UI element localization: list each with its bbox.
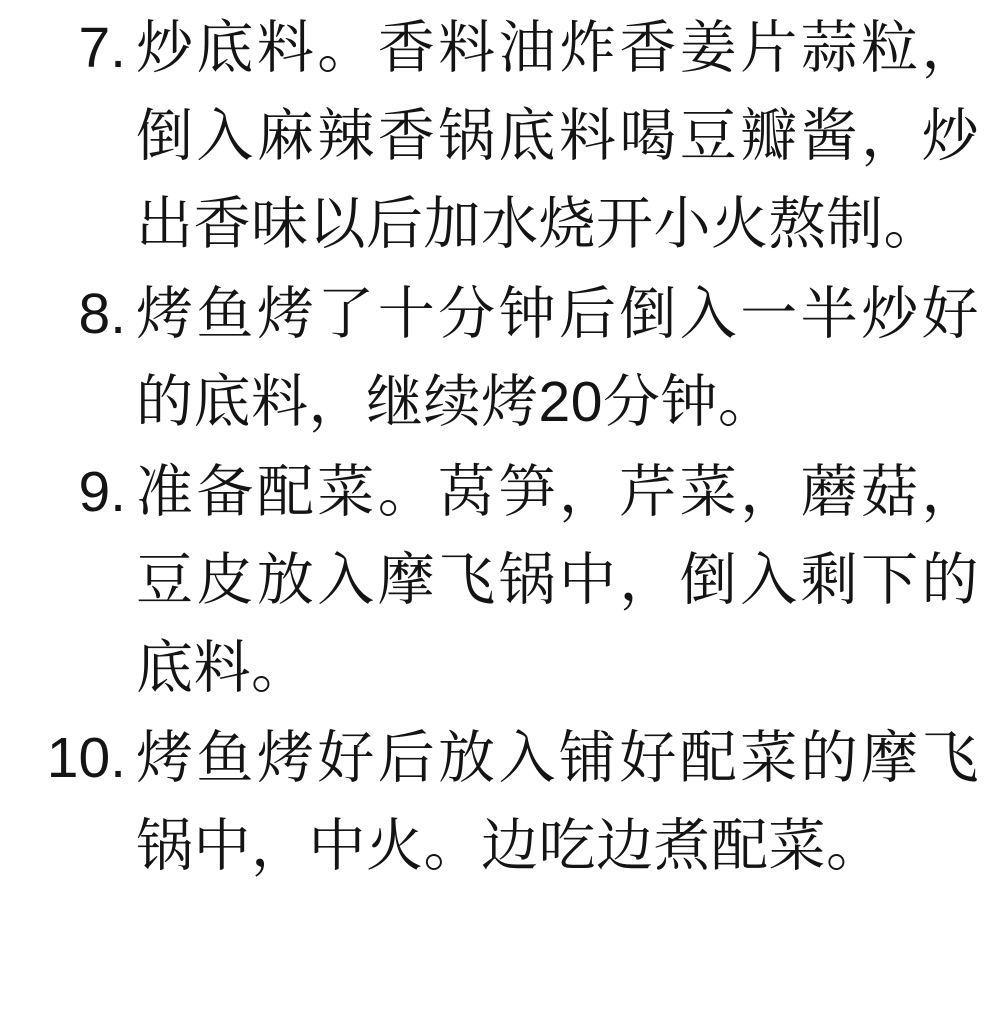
recipe-step-list (18, 4, 979, 890)
list-item (18, 4, 979, 268)
step-number: 9. (78, 460, 126, 524)
step-text: 烤鱼烤了十分钟后倒入一半炒好的底料，继续烤20分钟。 (136, 282, 979, 434)
step-number: 8. (78, 282, 126, 346)
step-number: 10. (46, 726, 126, 790)
step-number: 7. (78, 16, 126, 80)
step-text: 烤鱼烤好后放入铺好配菜的摩飞锅中，中火。边吃边煮配菜。 (136, 726, 979, 878)
step-text: 炒底料。香料油炸香姜片蒜粒，倒入麻辣香锅底料喝豆瓣酱，炒出香味以后加水烧开小火熬制。 (136, 16, 979, 256)
list-item (18, 448, 979, 712)
list-item (18, 714, 979, 890)
step-text: 准备配菜。莴笋，芹菜，蘑菇，豆皮放入摩飞锅中，倒入剩下的底料。 (136, 460, 979, 700)
list-item (18, 270, 979, 446)
